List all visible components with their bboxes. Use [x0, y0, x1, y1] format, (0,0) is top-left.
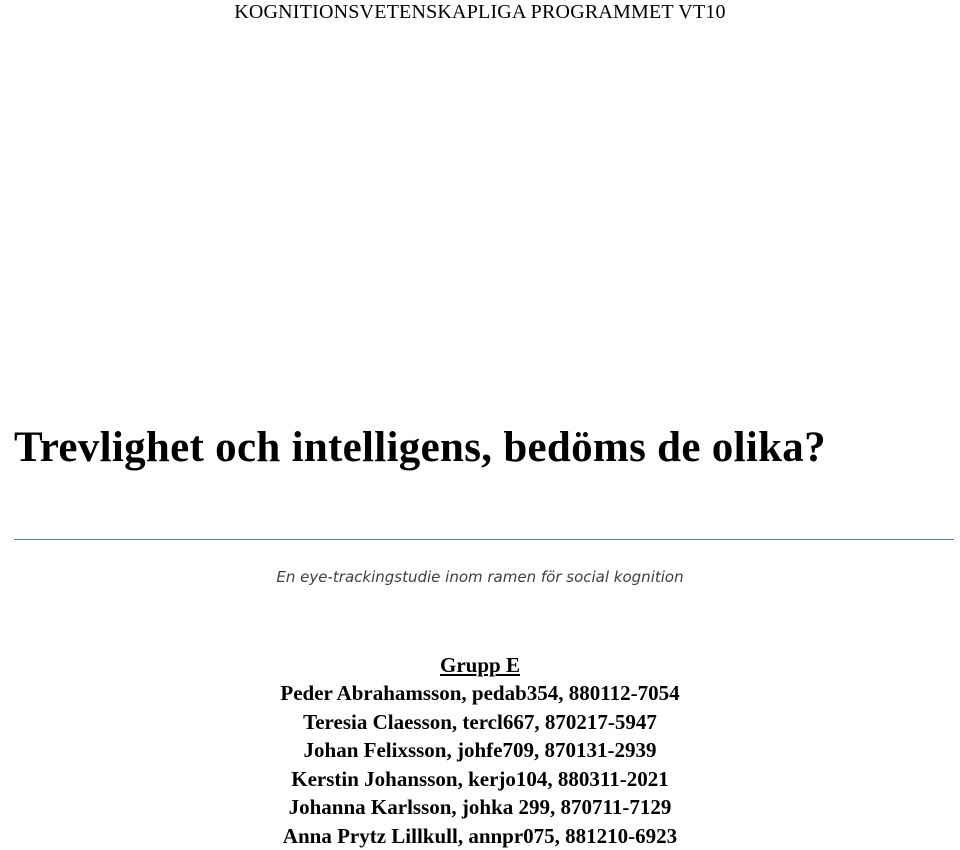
member-entry: Kerstin Johansson, kerjo104, 880311-2021	[0, 765, 960, 794]
member-entry: Anna Prytz Lillkull, annpr075, 881210-6923	[0, 822, 960, 850]
document-title: Trevlighet och intelligens, bedöms de olika?	[14, 422, 826, 474]
group-label: Grupp E	[0, 651, 960, 679]
member-entry: Teresia Claesson, tercl667, 870217-5947	[0, 708, 960, 737]
title-divider	[14, 539, 954, 540]
member-list	[0, 679, 960, 850]
member-entry: Peder Abrahamsson, pedab354, 880112-7054	[0, 679, 960, 708]
running-header: KOGNITIONSVETENSKAPLIGA PROGRAMMET VT10	[0, 0, 960, 24]
member-entry: Johanna Karlsson, johka 299, 870711-7129	[0, 793, 960, 822]
document-subtitle: En eye-trackingstudie inom ramen för social kognition	[0, 566, 960, 588]
member-entry: Johan Felixsson, johfe709, 870131-2939	[0, 736, 960, 765]
